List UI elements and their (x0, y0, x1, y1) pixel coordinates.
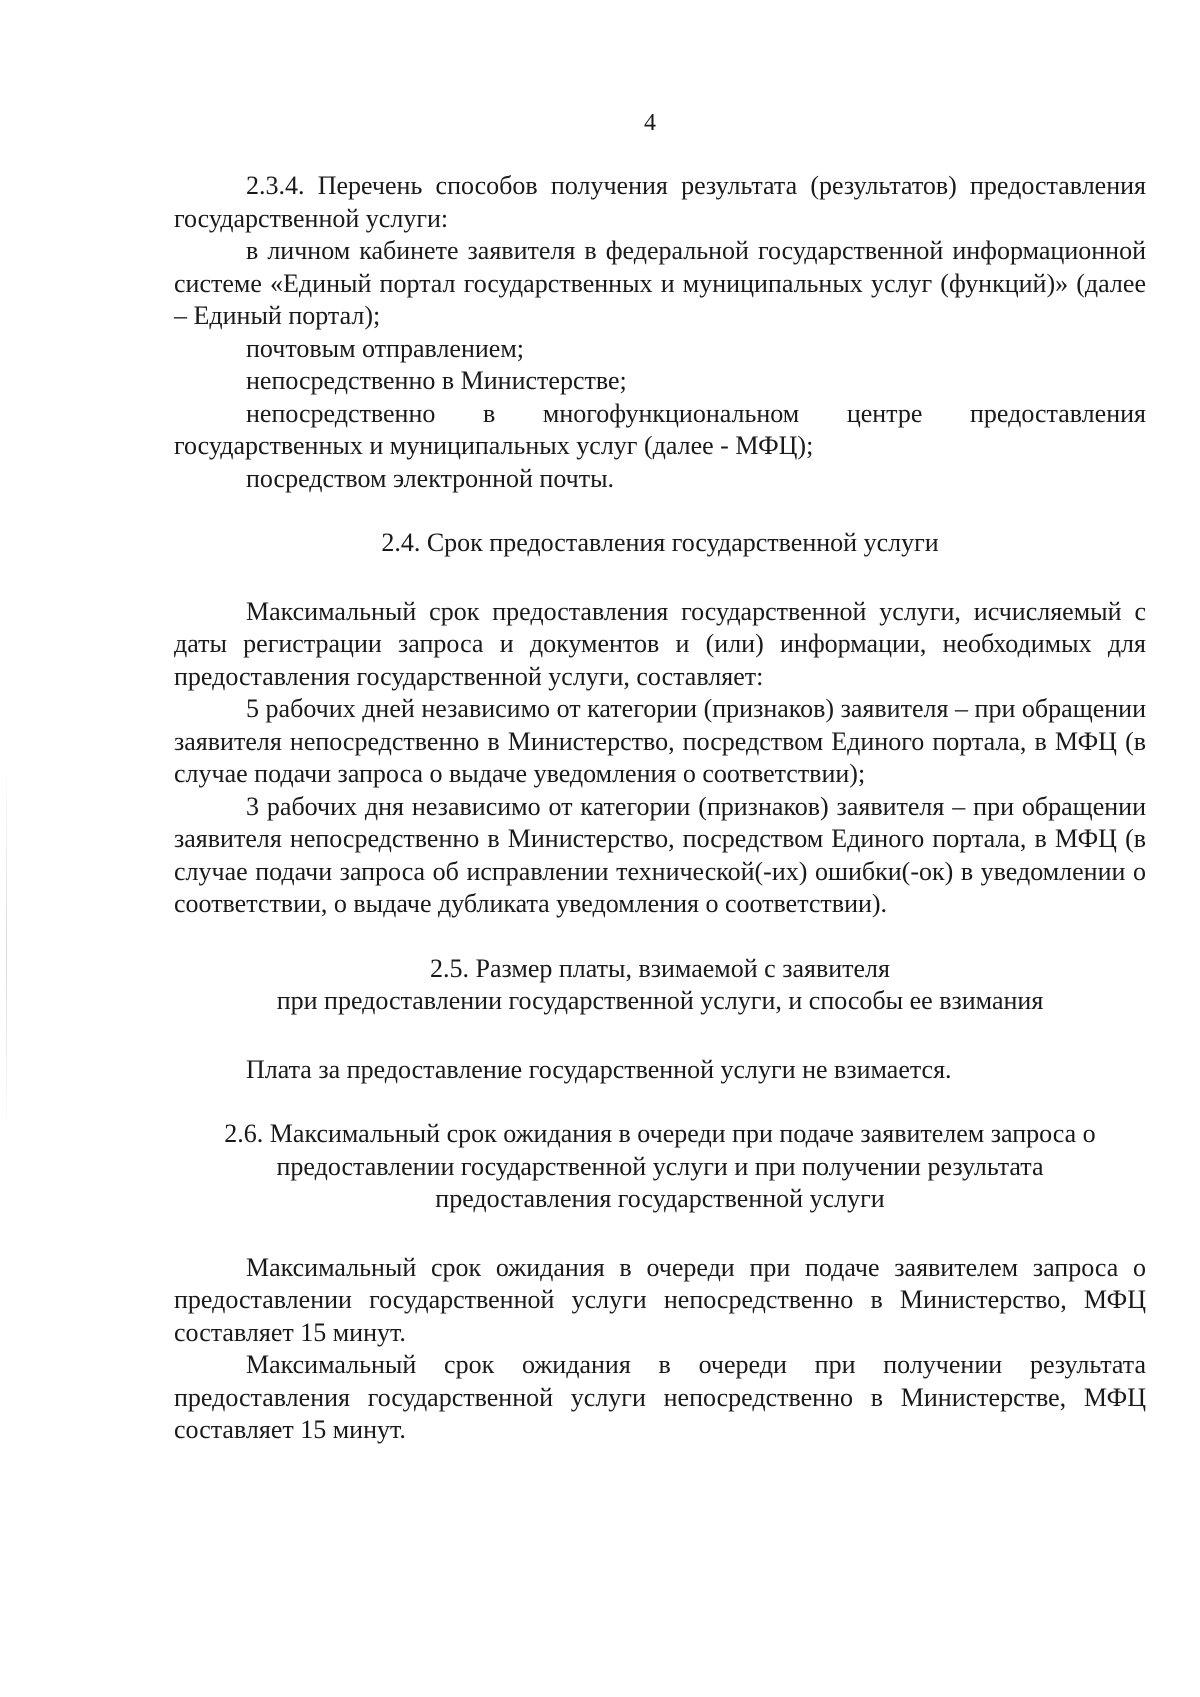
section-2-5-heading-line: при предоставлении государственной услуги, и способы ее взимания (276, 986, 1044, 1015)
section-2-3-4-intro: 2.3.4. Перечень способов получения результата (результатов) предоставления государственной услуги: (174, 171, 1146, 233)
list-item-personal-cabinet: в личном кабинете заявителя в федеральной государственной информационной системе «Единый портал государственных и муниципальных услуг (функций)» (далее – Единый портал); (174, 236, 1146, 330)
section-2-6-paragraph: Максимальный срок ожидания в очереди при подаче заявителем запроса о предоставлении государственной услуги непосредственно в Министерство, МФЦ составляет 15 минут. (174, 1252, 1146, 1347)
list-item-ministry: непосредственно в Министерстве; (246, 366, 627, 395)
list-item-postal: почтовым отправлением; (246, 333, 525, 363)
section-2-6-paragraph: Максимальный срок ожидания в очереди при получении результата предоставления государственной услуги непосредственно в Министерстве, МФЦ составляет 15 минут. (174, 1350, 1146, 1444)
page-number: 4 (644, 110, 656, 136)
list-item-email: посредством электронной почты. (246, 463, 615, 493)
section-2-5-paragraph: Плата за предоставление государственной услуги не взимается. (246, 1054, 952, 1084)
section-2-4-heading: 2.4. Срок предоставления государственной услуги (381, 528, 939, 557)
section-2-5-heading-line: 2.5. Размер платы, взимаемой с заявителя (429, 953, 890, 983)
section-2-6-heading-line: предоставлении государственной услуги и при получении результата (276, 1151, 1044, 1181)
section-2-4-paragraph: 3 рабочих дня независимо от категории (признаков) заявителя – при обращении заявителя непосредственно в Министерство, посредством Единого портала, в МФЦ (в случае подачи запроса об исправлении технической(-их) ошибки(-ок) в уведомлении о соответствии, о выдаче дубликата уведомления о соответствии). (174, 791, 1146, 918)
section-2-4-paragraph: 5 рабочих дней независимо от категории (признаков) заявителя – при обращении заявителя непосредственно в Министерство, посредством Единого портала, в МФЦ (в случае подачи запроса о выдаче уведомления о соответствии); (174, 694, 1146, 788)
section-2-6-heading-line: 2.6. Максимальный срок ожидания в очереди при подаче заявителем запроса о (224, 1119, 1096, 1148)
list-item-mfc: непосредственно в многофункциональном центре предоставления государственных и муниципальных услуг (далее - МФЦ); (174, 398, 1146, 460)
document-body (174, 170, 1146, 1447)
section-2-6-heading-line: предоставления государственной услуги (435, 1184, 885, 1213)
section-2-6-heading (174, 1118, 1146, 1216)
section-2-5-heading (174, 953, 1146, 1018)
section-2-4-paragraph: Максимальный срок предоставления государственной услуги, исчисляемый с даты регистрации запроса и документов и (или) информации, необходимых для предоставления государственной услуги, составляет: (174, 596, 1146, 691)
scan-edge-mark (6, 760, 7, 1140)
